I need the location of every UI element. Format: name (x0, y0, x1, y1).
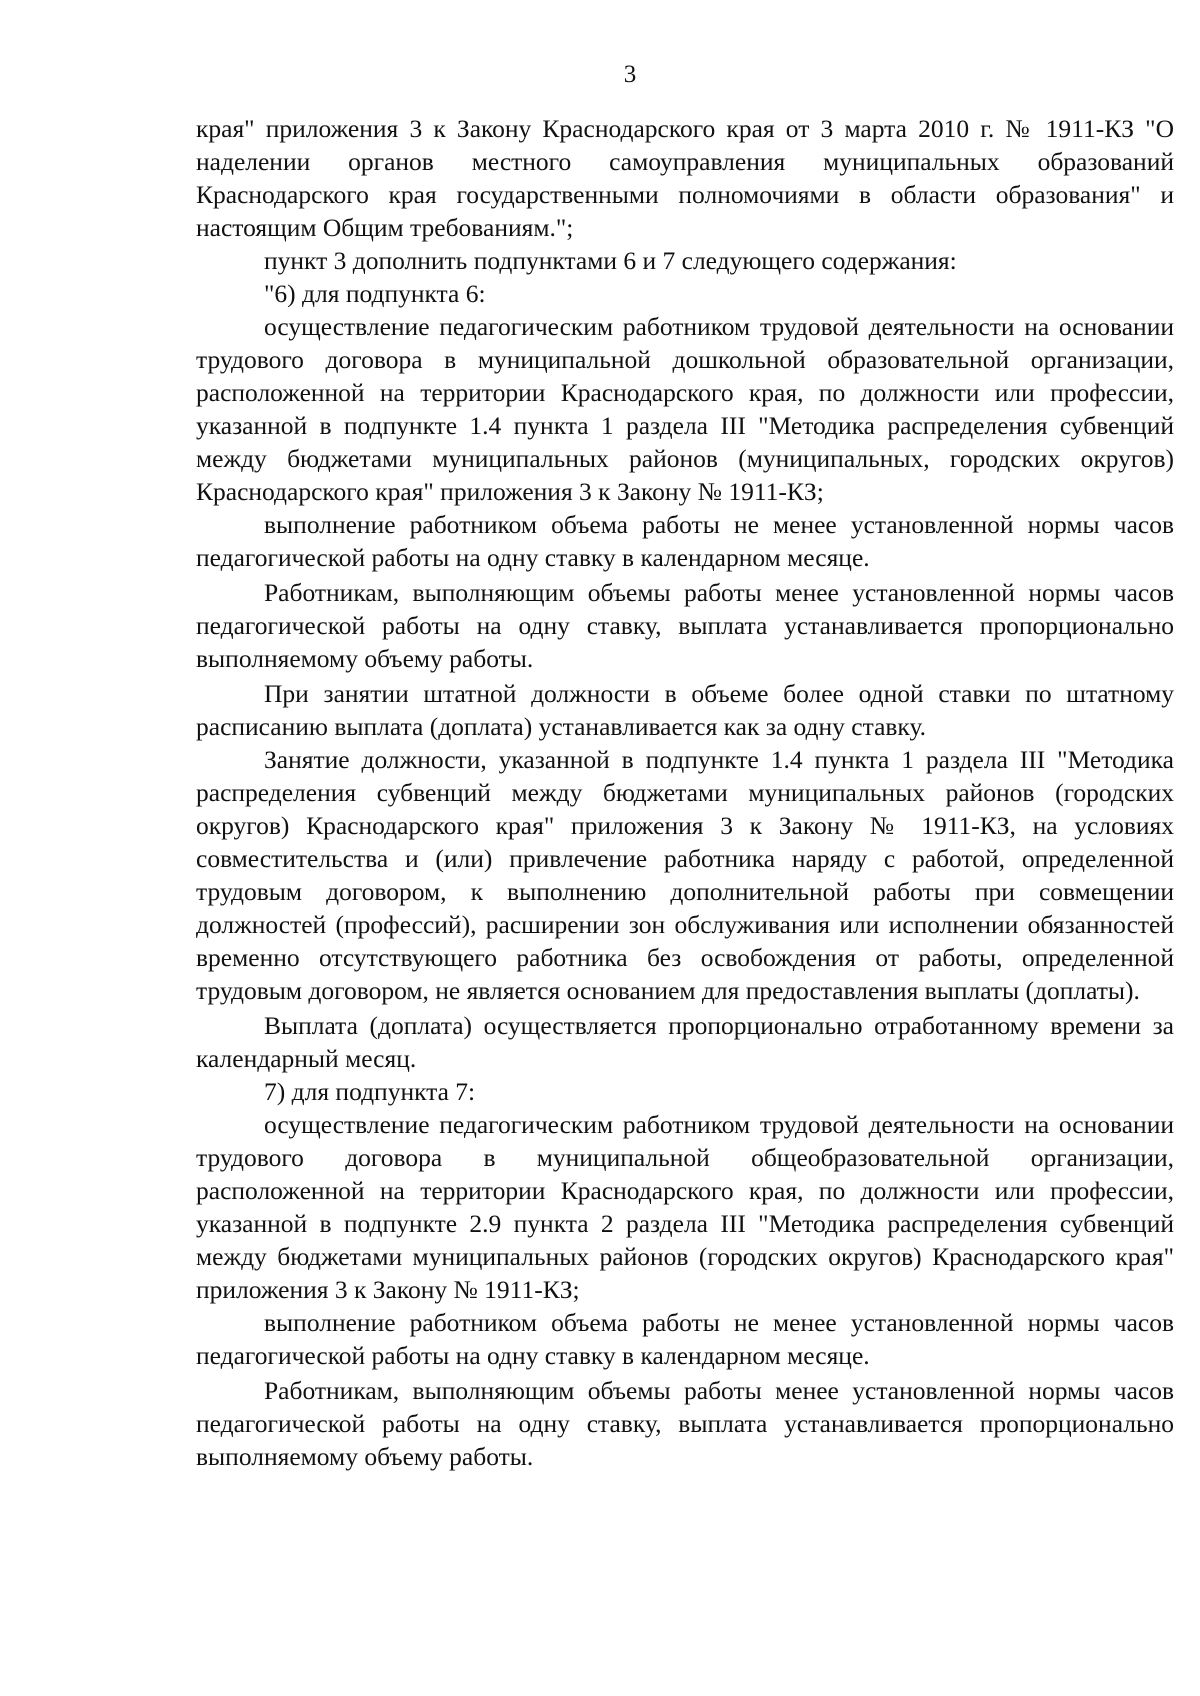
paragraph-subpoint-6-multiple-rates: При занятии штатной должности в объеме более одной ставки по штатному расписанию выплата (доплата) устанавливается как за одну ставку. (196, 679, 1174, 741)
paragraph-subpoint-7-condition-1: осуществление педагогическим работником трудовой деятельности на основании трудового договора в муниципальной общеобразовательной организации, расположенной на территории Краснодарского края, по должности или профессии, указанной в подпункте 2.9 пункта 2 раздела III "Методика распределения субвенций между бюджетами муниципальных районов (городских округов) Краснодарского края" приложения 3 к Закону № 1911-КЗ; (196, 1110, 1174, 1304)
document-body (196, 112, 1174, 1473)
page-number: 3 (623, 61, 637, 88)
paragraph-amendment-intro: пункт 3 дополнить подпунктами 6 и 7 следующего содержания: (264, 246, 957, 275)
paragraph-subpoint-6-time-proportional: Выплата (доплата) осуществляется пропорционально отработанному времени за календарный месяц. (196, 1011, 1174, 1073)
paragraph-subpoint-6-heading: "6) для подпункта 6: (264, 279, 486, 308)
paragraph-subpoint-7-heading: 7) для подпункта 7: (264, 1077, 476, 1106)
paragraph-subpoint-6-condition-1: осуществление педагогическим работником трудовой деятельности на основании трудового договора в муниципальной дошкольной образовательной организации, расположенной на территории Краснодарского края, по должности или профессии, указанной в подпункте 1.4 пункта 1 раздела III "Методика распределения субвенций между бюджетами муниципальных районов (муниципальных, городских округов) Краснодарского края" приложения 3 к Закону № 1911-КЗ; (196, 312, 1174, 506)
paragraph-subpoint-7-proportional: Работникам, выполняющим объемы работы менее установленной нормы часов педагогической работы на одну ставку, выплата устанавливается пропорционально выполняемому объему работы. (196, 1376, 1174, 1471)
paragraph-subpoint-6-proportional: Работникам, выполняющим объемы работы менее установленной нормы часов педагогической работы на одну ставку, выплата устанавливается пропорционально выполняемому объему работы. (196, 578, 1174, 673)
paragraph-subpoint-6-condition-2: выполнение работником объема работы не менее установленной нормы часов педагогической работы на одну ставку в календарном месяце. (196, 510, 1174, 572)
paragraph-subpoint-7-condition-2: выполнение работником объема работы не менее установленной нормы часов педагогической работы на одну ставку в календарном месяце. (196, 1308, 1174, 1370)
paragraph-continuation: края" приложения 3 к Закону Краснодарского края от 3 марта 2010 г. № 1911-КЗ "О наделении органов местного самоуправления муниципальных образований Краснодарского края государственными полномочиями в области образования" и настоящим Общим требованиям."; (196, 114, 1174, 242)
paragraph-subpoint-6-exclusion: Занятие должности, указанной в подпункте 1.4 пункта 1 раздела III "Методика распределения субвенций между бюджетами муниципальных районов (городских округов) Краснодарского края" приложения 3 к Закону № 1911-КЗ, на условиях совместительства и (или) привлечение работника наряду с работой, определенной трудовым договором, к выполнению дополнительной работы при совмещении должностей (профессий), расширении зон обслуживания или исполнении обязанностей временно отсутствующего работника без освобождения от работы, определенной трудовым договором, не является основанием для предоставления выплаты (доплаты). (196, 745, 1174, 1005)
